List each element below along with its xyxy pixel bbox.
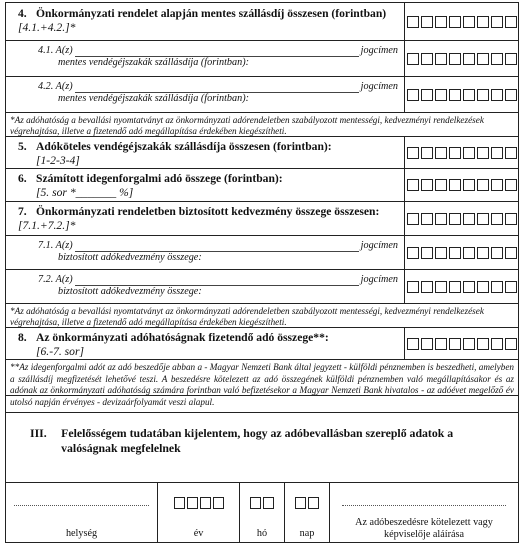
digit-box[interactable] [463,281,475,293]
row-subtitle: mentes vendégéjszakák szállásdíja (forintban): [58,93,249,104]
row-5 [6,137,518,169]
digit-box[interactable] [449,89,461,101]
row-title: Önkormányzati rendeletben biztosított kedvezmény összege összesen: [36,205,380,218]
digit-box[interactable] [421,281,433,293]
row-suffix: jogcímen [360,45,398,56]
digit-box[interactable] [213,497,224,509]
day-input[interactable] [285,497,329,509]
digit-box[interactable] [477,281,489,293]
row-7 [6,202,518,236]
row-title: Az önkormányzati adóhatóságnak fizetendő adó összege**: [36,331,329,344]
digit-box[interactable] [421,53,433,65]
digit-box[interactable] [250,497,261,509]
row-prefix: 4.1. A(z) [38,45,73,56]
digit-box[interactable] [435,247,447,259]
digit-box[interactable] [505,247,517,259]
row-suffix: jogcímen [360,274,398,285]
digit-box[interactable] [407,338,419,350]
digit-box-group[interactable] [407,338,517,350]
row-4-2 [6,77,518,113]
declaration-text-block [6,396,518,483]
digit-box[interactable] [407,281,419,293]
digit-box[interactable] [477,16,489,28]
digit-box[interactable] [407,147,419,159]
row-6-text [6,169,404,201]
year-cell [158,483,240,543]
digit-box[interactable] [421,247,433,259]
digit-box[interactable] [449,338,461,350]
row-number: 7. [18,205,27,218]
row-suffix: jogcímen [360,240,398,251]
row-8 [6,328,518,360]
digit-box[interactable] [435,53,447,65]
digit-box[interactable] [449,16,461,28]
entry-line[interactable] [75,47,359,57]
digit-box[interactable] [505,89,517,101]
digit-box[interactable] [407,213,419,225]
digit-box[interactable] [435,16,447,28]
row-subtitle: mentes vendégéjszakák szállásdíja (forintban): [58,57,249,68]
digit-box[interactable] [491,147,503,159]
digit-box[interactable] [505,147,517,159]
row-title: Adóköteles vendégéjszakák szállásdíja összesen (forintban): [36,140,332,153]
row-prefix: 7.2. A(z) [38,274,73,285]
row-reference: [1-2-3-4] [36,154,80,167]
declaration-section [5,395,519,543]
entry-line[interactable] [75,242,359,252]
row-suffix: jogcímen [360,81,398,92]
row-reference: [4.1.+4.2.]* [18,21,76,34]
declaration-text: Felelősségem tudatában kijelentem, hogy az adóbevallásban szereplő adatok a valóságnak megfelelnek [61,426,454,455]
row-prefix: 4.2. A(z) [38,81,73,92]
row-4-text [6,3,404,40]
digit-box[interactable] [407,89,419,101]
digit-box[interactable] [435,338,447,350]
row-reference: [6.-7. sor] [36,345,84,358]
digit-box-group[interactable] [407,179,517,191]
place-input[interactable] [14,505,149,506]
row-title: Önkormányzati rendelet alapján mentes szállásdíj összesen (forintban) [36,7,387,20]
footnote-2: *Az adóhatóság a bevallási nyomtatványt az önkormányzati adórendeletben szabályozott mentességi, kedvezményi rendelkezések végrehajtása, illetve a fizetendő adó megállapítása érdekében kiegészítheti. [6,304,518,328]
row-7-1-text [6,236,404,269]
digit-box[interactable] [435,147,447,159]
digit-box-group[interactable] [407,281,517,293]
row-prefix: 7.1. A(z) [38,240,73,251]
amount-field-7-2[interactable] [404,270,518,303]
row-number: 4. [18,7,27,20]
digit-box[interactable] [491,89,503,101]
digit-box[interactable] [449,247,461,259]
row-7-text [6,202,404,235]
signature-label: Az adóbeszedésre kötelezett vagy képviselője aláírása [355,517,493,540]
signature-line[interactable] [342,505,506,506]
digit-box[interactable] [435,281,447,293]
amount-field-7[interactable] [404,202,518,235]
digit-box[interactable] [421,213,433,225]
digit-box[interactable] [200,497,211,509]
row-number: 8. [18,331,27,344]
digit-box[interactable] [491,179,503,191]
digit-box[interactable] [449,53,461,65]
digit-box[interactable] [295,497,306,509]
row-reference: [5. sor *_______ %] [36,186,134,199]
digit-box[interactable] [505,179,517,191]
digit-box[interactable] [463,147,475,159]
digit-box[interactable] [463,16,475,28]
digit-box[interactable] [187,497,198,509]
row-8-text [6,328,404,359]
digit-box[interactable] [449,281,461,293]
digit-box[interactable] [463,213,475,225]
digit-box[interactable] [308,497,319,509]
digit-box[interactable] [505,16,517,28]
digit-box-group[interactable] [407,53,517,65]
digit-box[interactable] [263,497,274,509]
digit-box[interactable] [407,247,419,259]
digit-box[interactable] [463,247,475,259]
digit-box[interactable] [463,53,475,65]
row-number: 5. [18,140,27,153]
row-number: 6. [18,172,27,185]
digit-box[interactable] [463,338,475,350]
digit-box[interactable] [491,281,503,293]
row-4-2-text [6,77,404,112]
digit-box[interactable] [421,147,433,159]
digit-box[interactable] [477,247,489,259]
month-cell [240,483,285,543]
digit-box[interactable] [435,179,447,191]
digit-box[interactable] [491,247,503,259]
amount-field-5[interactable] [404,137,518,168]
day-cell [285,483,330,543]
month-input[interactable] [240,497,284,509]
place-cell [6,483,158,543]
amount-field-8[interactable] [404,328,518,359]
year-input[interactable] [158,497,239,509]
digit-box[interactable] [477,213,489,225]
month-label: hó [256,528,268,539]
digit-box[interactable] [463,89,475,101]
digit-box[interactable] [435,89,447,101]
digit-box[interactable] [491,53,503,65]
digit-box[interactable] [477,147,489,159]
digit-box[interactable] [491,213,503,225]
tax-form-table [5,2,519,413]
row-reference: [7.1.+7.2.]* [18,219,76,232]
digit-box[interactable] [505,281,517,293]
footnote-1: *Az adóhatóság a bevallási nyomtatványt az önkormányzati adórendeletben szabályozott mentességi, kedvezményi rendelkezések végrehajtása, illetve a fizetendő adó megállapítása érdekében kiegészítheti. [6,113,518,137]
digit-box[interactable] [421,338,433,350]
digit-box[interactable] [505,53,517,65]
digit-box[interactable] [407,53,419,65]
row-7-2 [6,270,518,304]
digit-box-group[interactable] [407,16,517,28]
digit-box[interactable] [421,89,433,101]
digit-box-group[interactable] [407,247,517,259]
row-7-1 [6,236,518,270]
digit-box[interactable] [505,213,517,225]
year-label: év [193,528,204,539]
digit-box[interactable] [491,16,503,28]
row-7-2-text [6,270,404,303]
signature-cell [330,483,518,543]
digit-box[interactable] [491,338,503,350]
amount-field-6[interactable] [404,169,518,201]
digit-box[interactable] [435,213,447,225]
entry-line[interactable] [75,276,359,286]
digit-box[interactable] [449,213,461,225]
place-label: helység [65,528,98,539]
row-title: Számított idegenforgalmi adó összege (forintban): [36,172,283,185]
digit-box[interactable] [477,89,489,101]
section-number: III. [30,426,47,440]
digit-box-group[interactable] [407,213,517,225]
digit-box[interactable] [449,147,461,159]
digit-box[interactable] [174,497,185,509]
entry-line[interactable] [75,83,359,93]
row-4-1-text [6,41,404,76]
digit-box[interactable] [421,179,433,191]
digit-box[interactable] [505,338,517,350]
digit-box[interactable] [477,338,489,350]
row-4-1 [6,41,518,77]
digit-box[interactable] [407,16,419,28]
digit-box-group[interactable] [407,89,517,101]
amount-field-4-2[interactable] [404,77,518,112]
amount-field-4[interactable] [404,3,518,40]
signature-row [6,483,518,543]
digit-box[interactable] [421,16,433,28]
footnote-3: **Az idegenforgalmi adót az adó beszedője abban a - Magyar Nemzeti Bank által jegyzett - külföldi pénznemben is beszedheti, amelyben a szállásdíj megfizetését lehetővé teszi. A beszedésre kötelezett az adó összegének külföldi pénznemben való megállapításakor és az adónak az önkormányzati adóhatóság számára forintban való befizetésekor a Magyar Nemzeti Bank hivatalos - az adóévet megelőző év utolsó napján érvényes - devizaárfolyamát veszi alapul. [10,362,514,407]
digit-box[interactable] [407,179,419,191]
row-6 [6,169,518,202]
row-subtitle: biztosított adókedvezmény összege: [58,286,202,297]
digit-box[interactable] [449,179,461,191]
digit-box[interactable] [477,53,489,65]
digit-box[interactable] [463,179,475,191]
digit-box[interactable] [477,179,489,191]
amount-field-4-1[interactable] [404,41,518,76]
digit-box-group[interactable] [407,147,517,159]
amount-field-7-1[interactable] [404,236,518,269]
row-subtitle: biztosított adókedvezmény összege: [58,252,202,263]
row-5-text [6,137,404,168]
day-label: nap [299,528,315,539]
row-4 [6,3,518,41]
